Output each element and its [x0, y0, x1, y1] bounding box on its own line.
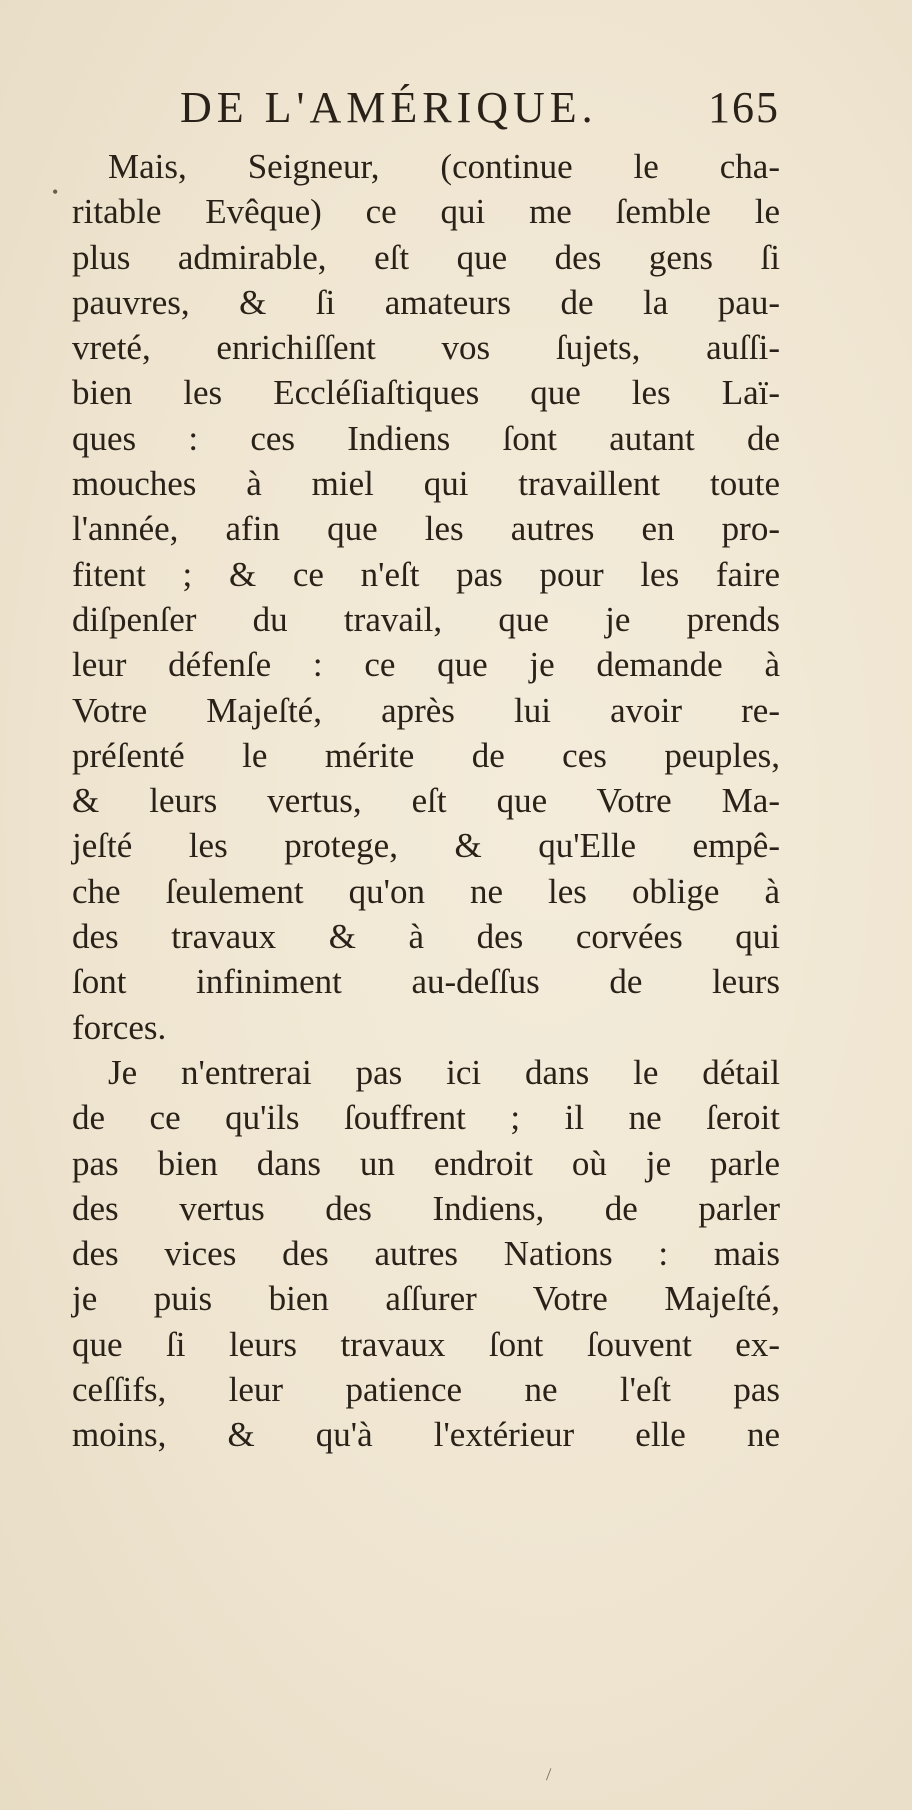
text-line: de ce qu'ils ſouffrent ; il ne ſeroit — [72, 1098, 780, 1138]
text-line: Je n'entrerai pas ici dans le détail — [108, 1052, 780, 1092]
text-line: pauvres, & ſi amateurs de la pau- — [72, 282, 780, 322]
text-line: Votre Majeſté, après lui avoir re- — [72, 690, 780, 730]
paper-speck: \ — [540, 1764, 558, 1784]
text-line: moins, & qu'à l'extérieur elle ne — [72, 1415, 780, 1455]
text-line: forces. — [72, 1007, 167, 1047]
text-line: fitent ; & ce n'eſt pas pour les faire — [72, 554, 780, 594]
text-line: Mais, Seigneur, (continue le cha- — [108, 147, 780, 186]
text-line: des travaux & à des corvées qui — [72, 917, 780, 957]
text-line: che ſeulement qu'on ne les oblige à — [72, 871, 780, 911]
text-line: plus admirable, eſt que des gens ſi — [72, 237, 780, 277]
text-line: ceſſifs, leur patience ne l'eſt pas — [72, 1370, 780, 1410]
text-line: leur défenſe : ce que je demande à — [72, 645, 780, 685]
text-line: jeſté les protege, & qu'Elle empê- — [72, 826, 780, 866]
running-title: DE L'AMÉRIQUE. — [180, 83, 598, 132]
text-line: je puis bien aſſurer Votre Majeſté, — [72, 1279, 780, 1319]
text-line: préſenté le mérite de ces peuples, — [72, 735, 780, 775]
text-line: des vices des autres Nations : mais — [72, 1234, 780, 1274]
text-line: bien les Eccléſiaſtiques que les Laï- — [72, 373, 780, 413]
text-line: vreté, enrichiſſent vos ſujets, auſſi- — [72, 328, 780, 368]
margin-mark: • — [52, 182, 59, 202]
text-line: ritable Evêque) ce qui me ſemble le — [72, 192, 780, 232]
page-number: 165 — [708, 83, 780, 132]
text-line: pas bien dans un endroit où je parle — [72, 1143, 780, 1183]
text-line: ſont infiniment au-deſſus de leurs — [72, 962, 780, 1002]
text-line: & leurs vertus, eſt que Votre Ma- — [72, 781, 780, 821]
text-line: diſpenſer du travail, que je prends — [72, 599, 780, 639]
page-header — [180, 82, 780, 142]
text-line: ques : ces Indiens ſont autant de — [72, 418, 780, 458]
text-line: que ſi leurs travaux ſont ſouvent ex- — [72, 1324, 780, 1364]
text-line: mouches à miel qui travaillent toute — [72, 464, 780, 504]
text-line: des vertus des Indiens, de parler — [72, 1188, 780, 1228]
text-line: l'année, afin que les autres en pro- — [72, 509, 780, 549]
body-text — [72, 144, 780, 1458]
